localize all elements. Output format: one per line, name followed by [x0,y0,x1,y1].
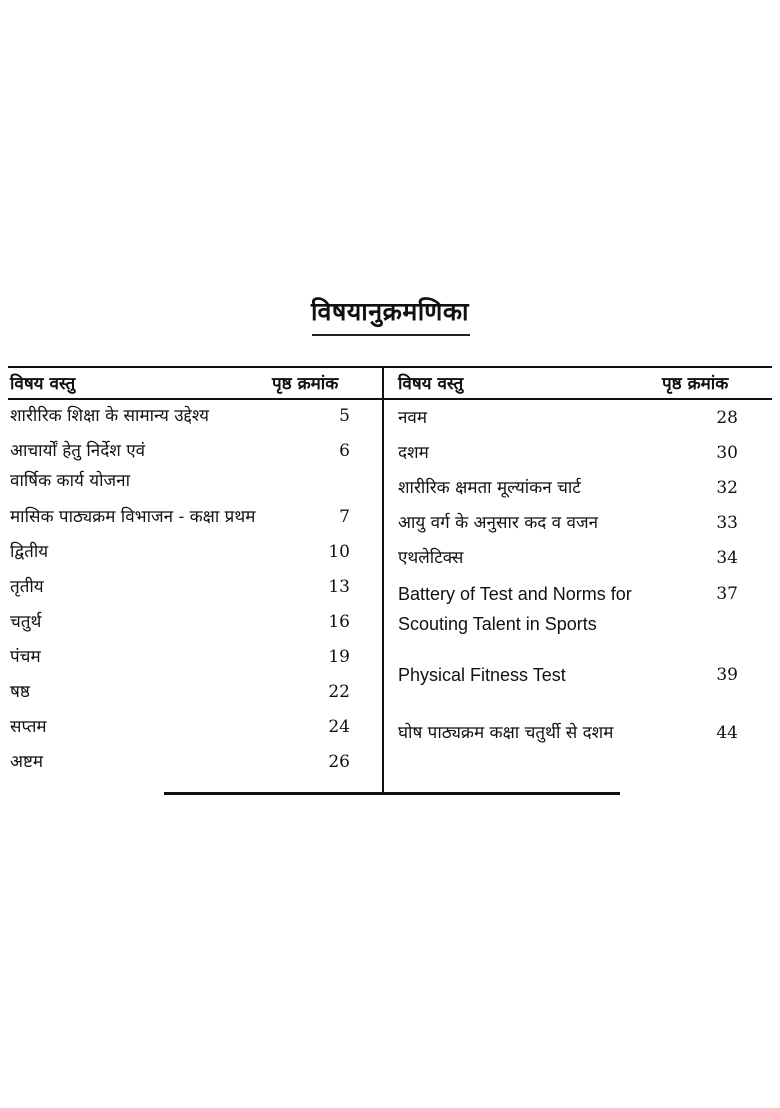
title-underline [312,334,470,336]
toc-entry-page: 10 [328,542,350,562]
toc-entry-title: चतुर्थ [10,612,42,632]
right-subject-header: विषय वस्तु [398,374,464,394]
page-title: विषयानुक्रमणिका [310,297,470,326]
table-bottom-rule [164,792,620,795]
toc-entry-page: 16 [328,612,350,632]
toc-entry-page: 26 [328,752,350,772]
toc-entry-title: पंचम [10,647,41,667]
toc-entry-title: एथलेटिक्स [398,548,464,568]
toc-entry-title: द्वितीय [10,542,49,562]
toc-entry-title: Battery of Test and Norms for [398,584,632,604]
toc-entry-page: 30 [716,443,738,463]
right-page-header: पृष्ठ क्रमांक [662,374,729,394]
toc-entry-title-line2: Scouting Talent in Sports [398,614,597,634]
toc-entry-title: षष्ठ [10,682,30,702]
toc-entry-title: सप्तम [10,717,47,737]
toc-entry-title: मासिक पाठ्यक्रम विभाजन - कक्षा प्रथम [10,507,256,527]
toc-entry-page: 6 [339,441,350,461]
toc-entry-title: शारीरिक शिक्षा के सामान्य उद्देश्य [10,406,209,426]
toc-entry-title: तृतीय [10,577,44,597]
toc-entry-page: 37 [716,584,738,604]
toc-entry-title: आयु वर्ग के अनुसार कद व वजन [398,513,599,533]
left-subject-header: विषय वस्तु [10,374,76,394]
toc-entry-page: 28 [716,408,738,428]
toc-entry-page: 33 [716,513,738,533]
toc-entry-title: नवम [398,408,428,428]
toc-entry-title: घोष पाठ्यक्रम कक्षा चतुर्थी से दशम [398,723,614,743]
toc-entry-page: 22 [328,682,350,702]
table-header-rule [8,398,772,400]
toc-entry-page: 24 [328,717,350,737]
table-column-divider [382,366,384,794]
toc-entry-page: 39 [716,665,738,685]
toc-entry-page: 34 [716,548,738,568]
toc-entry-title: दशम [398,443,429,463]
toc-entry-title: शारीरिक क्षमता मूल्यांकन चार्ट [398,478,581,498]
toc-entry-title-line2: वार्षिक कार्य योजना [10,471,130,491]
toc-entry-page: 44 [716,723,738,743]
toc-entry-page: 5 [339,406,350,426]
toc-entry-title: आचार्यों हेतु निर्देश एवं [10,441,146,461]
toc-entry[interactable] [398,579,738,639]
toc-entry-title: अष्टम [10,752,44,772]
toc-entry-title: Physical Fitness Test [398,665,566,685]
left-page-header: पृष्ठ क्रमांक [272,374,339,394]
toc-entry[interactable] [10,436,350,496]
toc-entry-page: 32 [716,478,738,498]
toc-entry-page: 19 [328,647,350,667]
toc-entry-page: 7 [339,507,350,527]
table-top-rule [8,366,772,368]
toc-entry-page: 13 [328,577,350,597]
